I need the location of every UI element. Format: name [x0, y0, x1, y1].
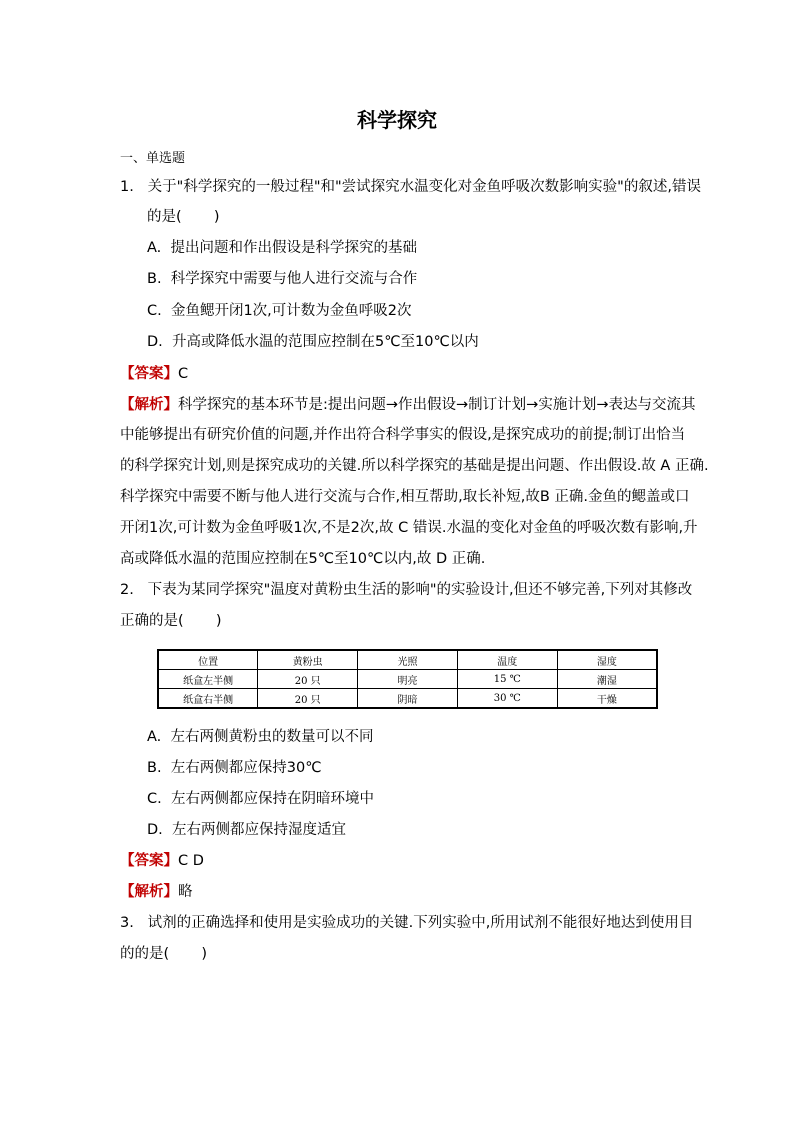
analysis-line: 科学探究的基本环节是:提出问题→作出假设→制订计划→实施计划→表达与交流其	[178, 397, 696, 413]
table-header-cell: 光照	[358, 650, 458, 670]
table-cell: 30 ℃	[457, 689, 557, 709]
question-1-stem: 1. 关于"科学探究的一般过程"和"尝试探究水温变化对金鱼呼吸次数影响实验"的叙述,错误	[120, 179, 701, 195]
analysis-tag: 【解析】	[120, 397, 178, 413]
table-cell: 20 只	[258, 670, 358, 689]
table-cell: 阴暗	[358, 689, 458, 709]
question-2-answer	[120, 851, 204, 871]
answer-value: C	[178, 366, 189, 382]
question-3-stem: 3. 试剂的正确选择和使用是实验成功的关键.下列实验中,所用试剂不能很好地达到使用目	[120, 915, 694, 931]
analysis-line: 科学探究中需要不断与他人进行交流与合作,相互帮助,取长补短,故B 正确.金鱼的鳃盖或口	[120, 489, 690, 505]
answer-tag: 【答案】	[120, 853, 178, 869]
table-row	[158, 689, 657, 709]
question-2-analysis	[120, 882, 193, 902]
table-cell: 潮湿	[557, 670, 657, 689]
question-1-option-d: D. 升高或降低水温的范围应控制在5℃至10℃以内	[147, 334, 479, 350]
question-1-option-a: A. 提出问题和作出假设是科学探究的基础	[147, 240, 417, 256]
answer-tag: 【答案】	[120, 366, 178, 382]
question-3-stem-cont: 的的是( )	[120, 946, 208, 962]
table-cell: 纸盒右半侧	[158, 689, 258, 709]
analysis-line: 中能够提出有研究价值的问题,并作出符合科学事实的假设,是探究成功的前提;制订出恰当	[120, 427, 686, 443]
table-cell: 15 ℃	[457, 670, 557, 689]
question-1-option-b: B. 科学探究中需要与他人进行交流与合作	[147, 271, 418, 287]
table-header-cell: 位置	[158, 650, 258, 670]
table-cell: 明亮	[358, 670, 458, 689]
table-cell: 纸盒左半侧	[158, 670, 258, 689]
table-header-cell: 温度	[457, 650, 557, 670]
question-1-analysis	[120, 395, 695, 415]
question-2-option-c: C. 左右两侧都应保持在阴暗环境中	[147, 791, 374, 807]
question-2-option-b: B. 左右两侧都应保持30℃	[147, 760, 322, 776]
table-header-row	[158, 650, 657, 670]
page-title: 科学探究	[357, 108, 437, 132]
table-cell: 干燥	[557, 689, 657, 709]
question-1-answer	[120, 364, 188, 384]
question-2-stem-cont: 正确的是( )	[120, 613, 222, 629]
analysis-line: 高或降低水温的范围应控制在5℃至10℃以内,故 D 正确.	[120, 551, 486, 567]
experiment-table	[157, 649, 658, 709]
answer-value: C D	[178, 853, 204, 869]
table-header-cell: 湿度	[557, 650, 657, 670]
table-header-cell: 黄粉虫	[258, 650, 358, 670]
question-2-option-a: A. 左右两侧黄粉虫的数量可以不同	[147, 729, 374, 745]
question-2-option-d: D. 左右两侧都应保持湿度适宜	[147, 822, 346, 838]
analysis-line: 开闭1次,可计数为金鱼呼吸1次,不是2次,故 C 错误.水温的变化对金鱼的呼吸次数有影响,升	[120, 520, 698, 536]
section-heading: 一、单选题	[120, 151, 186, 166]
table-cell: 20 只	[258, 689, 358, 709]
analysis-text: 略	[178, 884, 193, 900]
question-2-stem: 2. 下表为某同学探究"温度对黄粉虫生活的影响"的实验设计,但还不够完善,下列对其修改	[120, 582, 693, 598]
analysis-tag: 【解析】	[120, 884, 178, 900]
table-row	[158, 670, 657, 689]
question-1-option-c: C. 金鱼鳃开闭1次,可计数为金鱼呼吸2次	[147, 303, 412, 319]
question-1-stem-cont: 的是( )	[147, 209, 220, 225]
analysis-line: 的科学探究计划,则是探究成功的关键.所以科学探究的基础是提出问题、作出假设.故 A 正确.	[120, 458, 709, 474]
